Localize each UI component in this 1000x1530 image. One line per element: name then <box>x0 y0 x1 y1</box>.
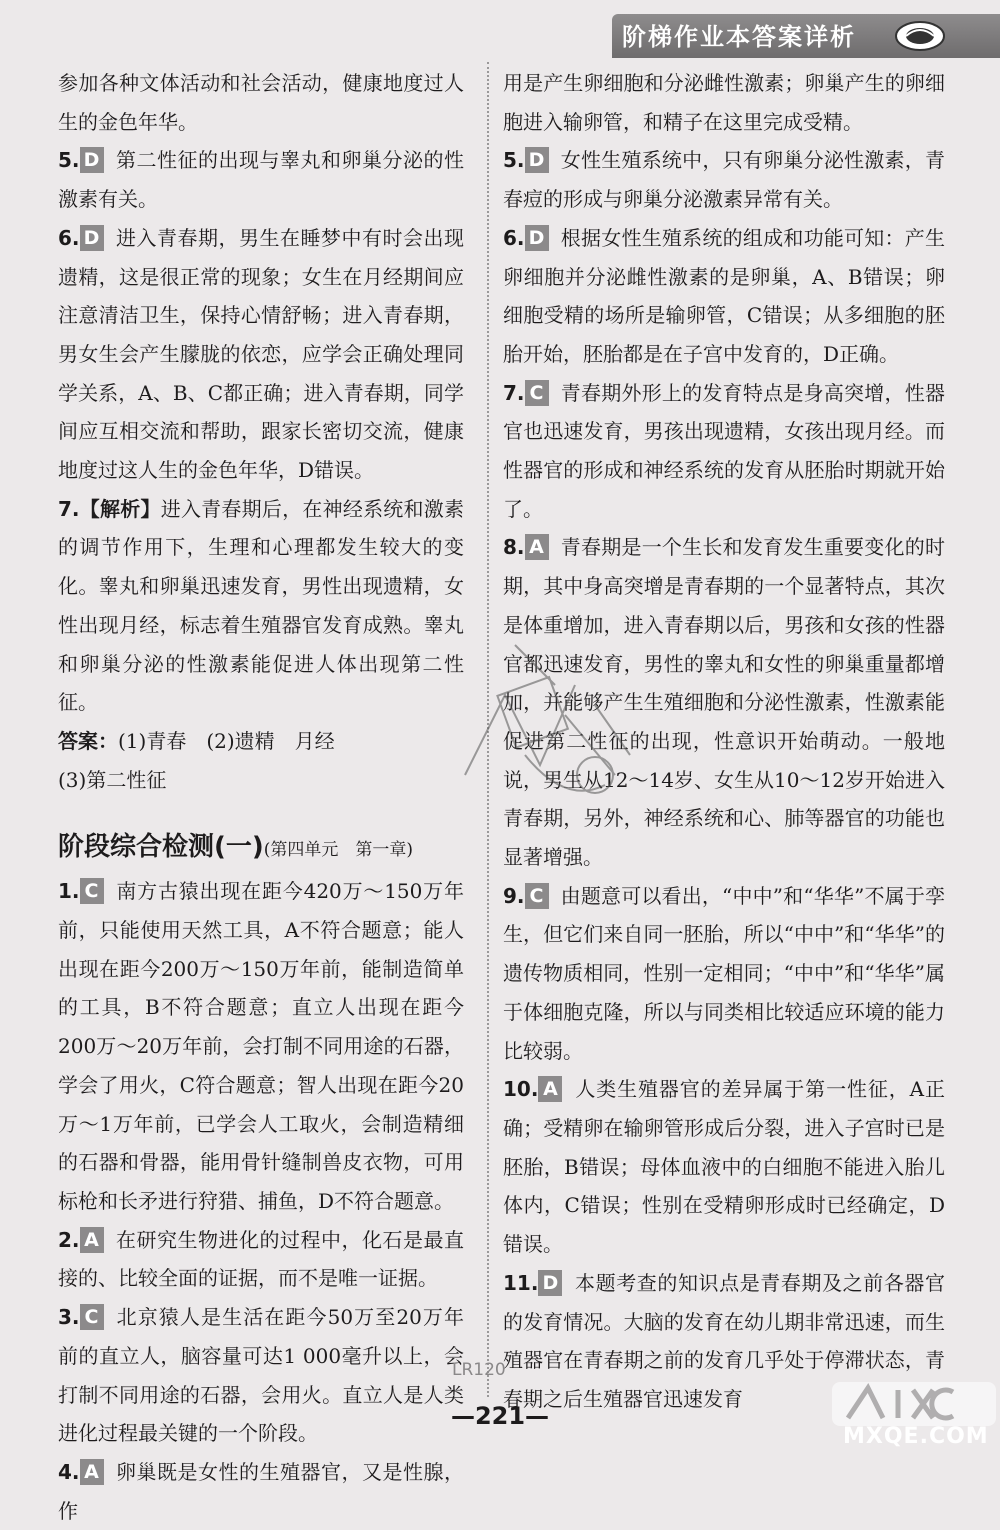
answer-label: 答案： <box>58 728 118 753</box>
answer-badge: C <box>80 1304 104 1330</box>
item-number: 10. <box>503 1077 539 1102</box>
item-number: 11. <box>503 1270 539 1295</box>
book-logo-icon <box>893 18 947 54</box>
item-explanation: 在研究生物进化的过程中，化石是最直接的、比较全面的证据，而不是唯一证据。 <box>58 1227 464 1291</box>
item-explanation: 青春期是一个生长和发育发生重要变化的时期，其中身高突增是青春期的一个显著特点，其次是体重增加，进入青春期以后，男孩和女孩的性器官都迅速发育，男性的睾丸和女性的卵巢重量都增加，并能够产生生殖细胞和分泌性激素，性激素能促进第二性征的出现，性意识开始萌动。一般地说，男生从12～14岁、女生从10～12岁开始进入青春期，另外，神经系统和心、肺等器官的功能也显著增强。 <box>503 535 945 870</box>
item-number: 2. <box>58 1227 80 1252</box>
item-explanation: 南方古猿出现在距今420万～150万年前，只能使用天然工具，A不符合题意；能人出现在距今200万～150万年前，能制造简单的工具，B不符合题意；直立人出现在距今200万～20万年前，会打制不同用途的石器，学会了用火，C符合题意；智人出现在距今20万～1万年前，已学会人工取火，会制造精细的石器和骨器，能用骨针缝制兽皮衣物，可用标枪和长矛进行狩猎、捕鱼，D不符合题意。 <box>58 879 464 1213</box>
answer-badge: D <box>525 147 549 173</box>
handwritten-stamp-mark <box>445 625 655 825</box>
answer-item <box>503 1070 945 1264</box>
section-title: 阶段综合检测(一) <box>58 832 264 863</box>
item-explanation: 根据女性生殖系统的组成和功能可知：产生卵细胞并分泌雌性激素的是卵巢，A、B错误；卵细胞受精的场所是输卵管，C错误；从多细胞的胚胎开始，胚胎都是在子宫中发育的，D正确。 <box>503 225 945 366</box>
item-explanation: 卵巢既是女性的生殖器官，又是性腺，作 <box>58 1459 464 1523</box>
answer-item <box>58 219 464 490</box>
left-intro-paragraph: 参加各种文体活动和社会活动，健康地度过人生的金色年华。 <box>58 71 464 134</box>
answer-badge: C <box>525 883 549 909</box>
left-column <box>58 64 464 1530</box>
answer-item <box>58 872 464 1220</box>
watermark-text: MXQE.COM <box>843 1424 989 1449</box>
analysis-item <box>58 490 464 800</box>
answer-item <box>503 877 945 1071</box>
header-title: 阶梯作业本答案详析 <box>622 23 856 51</box>
item-explanation: 本题考查的知识点是青春期及之前各器官的发育情况。大脑的发育在幼儿期非常迅速，而生殖器官在青春期之前的发育几乎处于停滞状态，青春期之后生殖器官迅速发育 <box>503 1270 945 1411</box>
item-explanation: 女性生殖系统中，只有卵巢分泌性激素，青春痘的形成与卵巢分泌激素异常有关。 <box>503 148 945 212</box>
watermark-logo <box>828 1378 1000 1430</box>
item-number: 1. <box>58 879 80 904</box>
answer-badge: A <box>525 534 549 560</box>
answer-line: (3)第二性征 <box>58 767 167 792</box>
answer-item <box>58 141 464 218</box>
answer-item <box>58 1298 464 1453</box>
answer-line: (1)青春 (2)遗精 月经 <box>118 728 335 753</box>
page-number: —221— <box>450 1402 550 1430</box>
analysis-label: 【解析】 <box>79 496 161 521</box>
analysis-text: 进入青春期后，在神经系统和激素的调节作用下，生理和心理都发生较大的变化。睾丸和卵巢迅速发育，男性出现遗精，女性出现月经，标志着生殖器官发育成熟。睾丸和卵巢分泌的性激素能促进人体出现第二性征。 <box>58 496 465 715</box>
answer-badge: C <box>525 380 549 406</box>
answer-badge: A <box>538 1076 562 1102</box>
right-intro-paragraph: 用是产生卵细胞和分泌雌性激素；卵巢产生的卵细胞进入输卵管，和精子在这里完成受精。 <box>503 71 945 134</box>
item-explanation: 由题意可以看出，“中中”和“华华”不属于孪生，但它们来自同一胚胎，所以“中中”和“华华”的遗传物质相同，性别一定相同；“中中”和“华华”属于体细胞克隆，所以与同类相比较适应环境的能力比较弱。 <box>503 883 945 1063</box>
section-heading <box>58 829 464 868</box>
answer-badge: D <box>538 1270 562 1296</box>
answer-badge: D <box>80 225 104 251</box>
item-number: 8. <box>503 535 525 560</box>
item-number: 4. <box>58 1459 80 1484</box>
item-number: 3. <box>58 1305 80 1330</box>
answer-item <box>503 374 945 529</box>
item-explanation: 青春期外形上的发育特点是身高突增，性器官也迅速发育，男孩出现遗精，女孩出现月经。而性器官的形成和神经系统的发育从胚胎时期就开始了。 <box>503 380 945 521</box>
answer-badge: C <box>80 878 104 904</box>
item-explanation: 北京猿人是生活在距今50万至20万年前的直立人，脑容量可达1 000毫升以上，会打制不同用途的石器，会用火。直立人是人类进化过程最关键的一个阶段。 <box>58 1305 464 1446</box>
section-subtitle: (第四单元 第一章) <box>263 840 414 861</box>
answer-badge: A <box>80 1227 104 1253</box>
answer-badge: A <box>80 1459 104 1485</box>
item-number: 5. <box>58 148 80 173</box>
item-explanation: 进入青春期，男生在睡梦中有时会出现遗精，这是很正常的现象；女生在月经期间应注意清洁卫生，保持心情舒畅；进入青春期，男女生会产生朦胧的依恋，应学会正确处理同学关系，A、B、C都正确；进入青春期，同学间应互相交流和帮助，跟家长密切交流，健康地度过这人生的金色年华，D错误。 <box>58 225 464 483</box>
item-number: 6. <box>503 225 525 250</box>
item-number: 9. <box>503 883 525 908</box>
item-number: 7. <box>503 380 525 405</box>
answer-badge: D <box>80 147 104 173</box>
item-number: 5. <box>503 148 525 173</box>
answer-item <box>58 1221 464 1298</box>
item-number: 6. <box>58 225 80 250</box>
answer-item <box>58 1453 464 1530</box>
page-code: LR120 <box>452 1360 506 1380</box>
answer-item <box>503 219 945 374</box>
item-explanation: 第二性征的出现与睾丸和卵巢分泌的性激素有关。 <box>58 148 464 212</box>
answer-item <box>503 141 945 218</box>
item-explanation: 人类生殖器官的差异属于第一性征，A正确；受精卵在输卵管形成后分裂，进入子宫时已是胚胎，B错误；母体血液中的白细胞不能进入胎儿体内，C错误；性别在受精卵形成时已经确定，D错误。 <box>503 1077 945 1257</box>
answer-badge: D <box>525 225 549 251</box>
item-number: 7. <box>58 496 80 521</box>
